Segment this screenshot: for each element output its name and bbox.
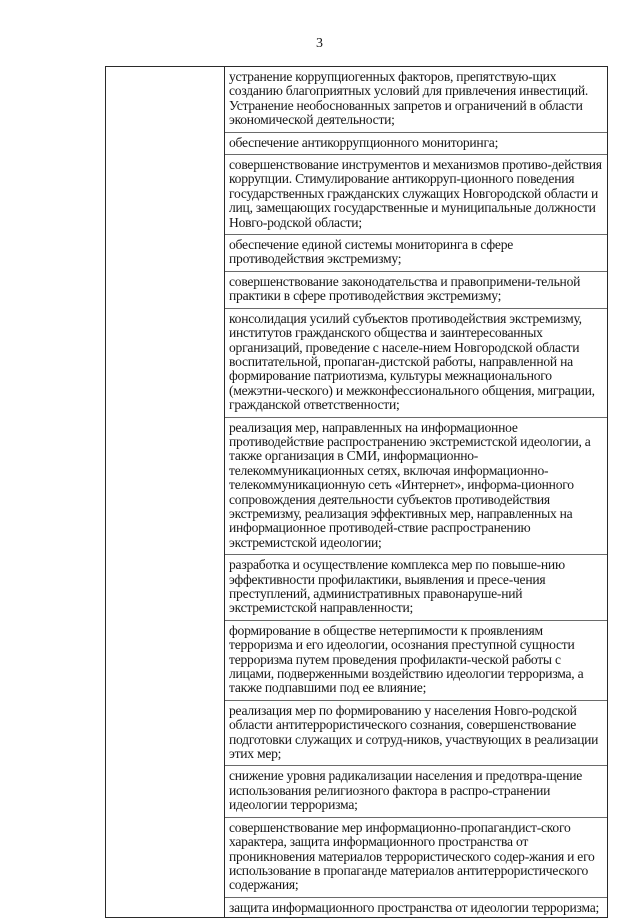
list-item: реализация мер, направленных на информационное противодействие распространению экстремистской идеологии, а также организация в СМИ, информационно-телекоммуникационных сетях, включая информационно-телекоммуникационную сеть «Интернет», информа-ционного сопровождения деятельности субъектов противодействия экстремизму, реализация эффективных мер, направленных на информационное противодей-ствие распространению экстремистской идеологии; (225, 418, 607, 556)
right-cell (225, 67, 608, 918)
list-item: обеспечение антикоррупционного мониторинга; (225, 133, 607, 155)
list-item: обеспечение единой системы мониторинга в сфере противодействия экстремизму; (225, 235, 607, 272)
list-item: реализация мер по формированию у населения Новго-родской области антитеррористического сознания, совершенствование подготовки служащих и сотруд-ников, участвующих в реализации этих мер; (225, 701, 607, 767)
left-cell (106, 67, 225, 918)
list-item: защита информационного пространства от идеологии терроризма; (229, 899, 600, 915)
list-item: устранение коррупциогенных факторов, препятствую-щих созданию благоприятных условий для привлечения инвестиций. Устранение необоснованных запретов и ограничений в области экономической деятельности; (225, 67, 607, 133)
list-item: совершенствование инструментов и механизмов противо-действия коррупции. Стимулирование антикорруп-ционного поведения государственных гражданских служащих Новгородской области и лиц, замещающих государственные и муниципальные должности Новго-родской области; (225, 155, 607, 235)
page-number: 3 (316, 36, 323, 51)
list-item: совершенствование законодательства и правопримени-тельной практики в сфере противодействия экстремизму; (225, 272, 607, 309)
list-item: совершенствование мер информационно-пропагандист-ского характера, защита информационного пространства от проникновения материалов террористического содер-жания и его использование в пропаганде материалов антитеррористического содержания; (225, 818, 607, 898)
content-table (105, 66, 608, 918)
list-item: снижение уровня радикализации населения и предотвра-щение использования религиозного фактора в распро-странении идеологии терроризма; (225, 766, 607, 817)
list-item: разработка и осуществление комплекса мер по повыше-нию эффективности профилактики, выявления и пресе-чения преступлений, административных правонаруше-ний экстремистской направленности; (225, 555, 607, 621)
list-item: консолидация усилий субъектов противодействия экстремизму, институтов гражданского общества и заинтересованных организаций, проведение с населе-нием Новгородской области воспитательной, пропаган-дистской работы, направленной на формирование патриотизма, культуры межнационального (межэтни-ческого) и межконфессионального общения, миграции, гражданской ответственности; (225, 309, 607, 418)
list-item: формирование в обществе нетерпимости к проявлениям терроризма и его идеологии, осознания преступной сущности терроризма путем проведения профилакти-ческой работы с лицами, подверженными воздействию идеологии терроризма, а также подпавшими под ее влияние; (225, 621, 607, 701)
table-row (106, 67, 608, 918)
